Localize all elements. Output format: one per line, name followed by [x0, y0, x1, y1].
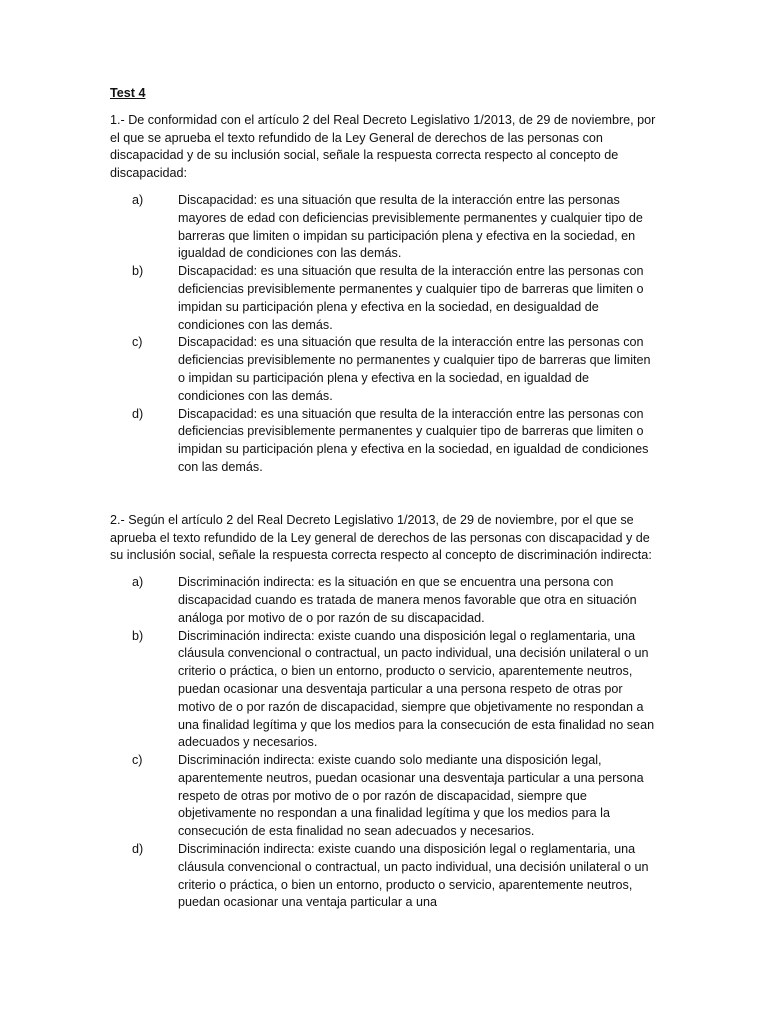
option-text: Discriminación indirecta: existe cuando una disposición legal o reglamentaria, una cláusula convencional o contractual, un pacto individual, una decisión unilateral o un criterio o práctica, o bien un entorno, producto o servicio, aparentemente neutros, puedan ocasionar una desventaja particular a una persona respeto de otras por motivo de o por razón de discapacidad, siempre que objetivamente no respondan a una finalidad legítima y que los medios para la consecución de esta finalidad no sean adecuados y necesarios.	[178, 628, 655, 750]
option-text: Discriminación indirecta: es la situación en que se encuentra una persona con discapacidad cuando es tratada de manera menos favorable que otra en situación análoga por motivo de o por razón de su discapacidad.	[178, 575, 637, 625]
question-2-stem: 2.- Según el artículo 2 del Real Decreto Legislativo 1/2013, de 29 de noviembre, por el que se aprueba el texto refundido de la Ley general de derechos de las personas con discapacidad y de su inclusión social, señale la respuesta correcta respecto al concepto de discriminación indirecta:	[110, 512, 652, 563]
option-letter: b)	[132, 628, 144, 643]
question-1-option-c	[110, 334, 658, 405]
option-letter: d)	[132, 406, 144, 421]
option-text: Discapacidad: es una situación que resulta de la interacción entre las personas con deficiencias previsiblemente permanentes y cualquier tipo de barreras que limiten o impidan su participación plena y efectiva en la sociedad, en desigualdad de condiciones con las demás.	[178, 264, 644, 332]
question-1-option-a	[110, 192, 658, 263]
option-text: Discriminación indirecta: existe cuando una disposición legal o reglamentaria, una cláusula convencional o contractual, un pacto individual, una decisión unilateral o un criterio o práctica, o bien un entorno, producto o servicio, aparentemente neutros, puedan ocasionar una ventaja particular a una	[178, 842, 649, 910]
question-1-option-d	[110, 406, 658, 477]
option-text: Discapacidad: es una situación que resulta de la interacción entre las personas mayores de edad con deficiencias previsiblemente permanentes y cualquier tipo de barreras que limiten o impidan su participación plena y efectiva en la sociedad, en igualdad de condiciones con las demás.	[178, 192, 643, 261]
option-text: Discapacidad: es una situación que resulta de la interacción entre las personas con deficiencias previsiblemente no permanentes y cualquier tipo de barreras que limiten o impidan su participación plena y efectiva en la sociedad, en igualdad de condiciones con las demás.	[178, 335, 651, 403]
question-2	[110, 512, 658, 913]
question-1	[110, 112, 658, 477]
option-letter: c)	[132, 753, 143, 768]
question-2-options	[110, 574, 658, 912]
option-text: Discriminación indirecta: existe cuando solo mediante una disposición legal, aparentemente neutros, puedan ocasionar una desventaja particular a una persona respeto de otras por motivo de o por razón de discapacidad, siempre que objetivamente no respondan a una finalidad legítima y que los medios para la consecución de esta finalidad no sean adecuados y necesarios.	[178, 753, 644, 839]
option-letter: c)	[132, 335, 143, 350]
document-page	[110, 85, 658, 912]
question-1-stem: 1.- De conformidad con el artículo 2 del Real Decreto Legislativo 1/2013, de 29 de noviembre, por el que se aprueba el texto refundido de la Ley General de derechos de las personas con discapacidad y de su inclusión social, señale la respuesta correcta respecto al concepto de discapacidad:	[110, 112, 656, 181]
spacer	[110, 477, 658, 512]
question-2-option-a	[110, 574, 658, 627]
option-letter: a)	[132, 575, 144, 590]
question-2-option-c	[110, 752, 658, 841]
question-1-options	[110, 192, 658, 477]
option-letter: a)	[132, 192, 144, 207]
option-letter: d)	[132, 842, 144, 857]
option-letter: b)	[132, 264, 144, 279]
page-title: Test 4	[110, 86, 146, 100]
question-2-option-b	[110, 628, 658, 753]
option-text: Discapacidad: es una situación que resulta de la interacción entre las personas con deficiencias previsiblemente permanentes y cualquier tipo de barreras que limiten o impidan su participación plena y efectiva en la sociedad, en igualdad de condiciones con las demás.	[178, 406, 649, 474]
question-2-option-d	[110, 841, 658, 912]
question-1-option-b	[110, 263, 658, 334]
